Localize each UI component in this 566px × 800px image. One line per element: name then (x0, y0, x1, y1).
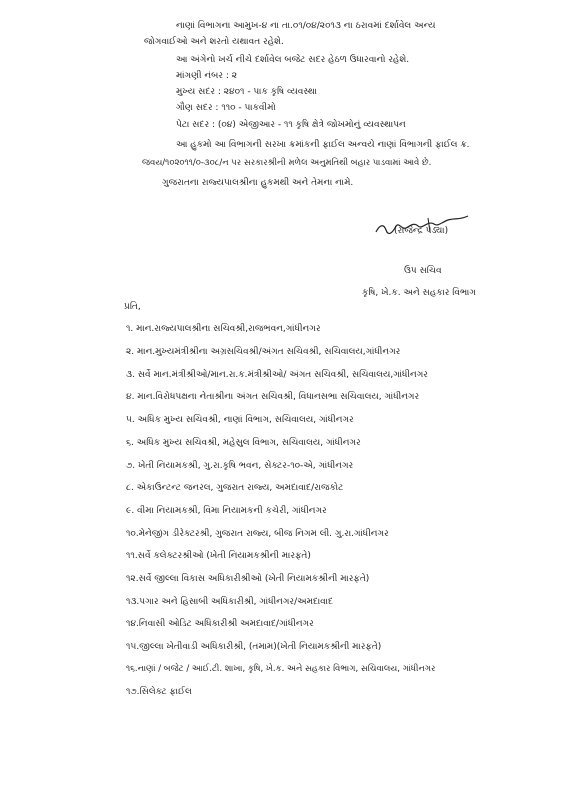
para1-line2: જોગવાઈઓ અને શરતો યથાવત રહેશે. (144, 37, 284, 47)
para1-line1: નાણાં વિભાગના આમુખ-૪ ના તા.૦૧/૦૪/૨૦૧૩ ના ઠરાવમાં દર્શાવેલ અન્ય (176, 21, 436, 31)
distribution-item: ૧૦.મેનેજીંગ ડીરેક્ટરશ્રી, ગુજરાત રાજ્ય, બીજ નિગમ લી. ગુ.રા.ગાંધીનગર (126, 529, 389, 539)
distribution-item: ૩. સર્વે માન.મંત્રીશ્રીઓ/માન.રા.ક.મંત્રીશ્રીઓ/ અંગત સચિવશ્રી, સચિવાલય,ગાંધીનગર (126, 370, 428, 380)
distribution-item: ૧૧.સર્વે કલેક્ટરશ્રીઓ (ખેતી નિયામકશ્રીની મારફતે) (126, 551, 311, 561)
para4: ગુજરાતના રાજ્યપાલશ્રીના હુકમથી અને તેમના નામે. (162, 178, 354, 188)
demand-no: માંગણી નંબર : ૨ (176, 71, 238, 81)
distribution-item: ૧૩.પગાર અને હિસાબી અધિકારીશ્રી, ગાંધીનગર/અમદાવાદ (126, 597, 334, 607)
signatory-department: કૃષિ, ખે.ક. અને સહકાર વિભાગ (362, 288, 476, 298)
main-head: મુખ્ય સદર : ૨૪૦૧ - પાક કૃષિ વ્યવસ્થા (176, 87, 317, 97)
distribution-item: ૬. અધિક મુખ્ય સચિવશ્રી, મહેસુલ વિભાગ, સચિવાલય, ગાંધીનગર (126, 438, 361, 448)
minor-head: ગૌણ સદર : ૧૧૦ - પાકવીમો (176, 103, 276, 113)
distribution-item: ૧૬.નાણાં / બજેટ / આઈ.ટી. શાખા, કૃષિ, ખે.ક. અને સહકાર વિભાગ, સચિવાલય, ગાંધીનગર (126, 664, 436, 674)
signatory-designation: ઉપ સચિવ (404, 266, 442, 276)
distribution-item: ૧૪.નિવાસી ઓડિટ અધિકારીશ્રી અમદાવાદ/ગાંધીનગર (126, 619, 314, 629)
distribution-item: ૭. ખેતી નિયામકશ્રી, ગુ.રા.કૃષિ ભવન, સેક્ટર-૧૦-એ, ગાંધીનગર (126, 461, 354, 471)
distribution-item: ૫. અધિક મુખ્ય સચિવશ્રી, નાણાં વિભાગ, સચિવાલય, ગાંધીનગર (126, 415, 354, 425)
sub-head: પેટા સદર : (૦૪) એજીઆર - ૧૧ કૃષિ ક્ષેત્રે જોખમોનું વ્યવસ્થાપન (176, 120, 406, 130)
distribution-item: ૨. માન.મુખ્યમંત્રીશ્રીના અગ્રસચિવશ્રી/અંગત સચિવશ્રી, સચિવાલય,ગાંધીનગર (126, 347, 401, 357)
para3-line1: આ હુકમો આ વિભાગની સરખા ક્રમાંકની ફાઈલ અન્વયે નાણાં વિભાગની ફાઈલ ક્ર. (176, 140, 470, 150)
copy-to-label: પ્રતિ, (124, 302, 141, 312)
distribution-item: ૧. માન.રાજ્યપાલશ્રીના સચિવશ્રી,રાજભવન,ગાંધીનગર (126, 324, 321, 334)
distribution-item: ૪. માન.વિરોધપક્ષના નેતાશ્રીના અંગત સચિવશ્રી, વિધાનસભા સચિવાલય, ગાંધીનગર (126, 392, 420, 402)
para2: આ અંગેનો ખર્ચ નીચે દર્શાવેલ બજેટ સદર હેઠળ ઉધારવાનો રહેશે. (176, 55, 410, 65)
signatory-name: (રાજેન્દ્ર પંડ્યા) (394, 226, 449, 236)
distribution-item: ૧૭.સિલેક્ટ ફાઈલ (126, 687, 192, 697)
distribution-item: ૧૨.સર્વે જીલ્લા વિકાસ અધિકારીશ્રીઓ (ખેતી નિયામકશ્રીની મારફતે) (126, 574, 370, 584)
distribution-item: ૧૫.જીલ્લા ખેતીવાડી અધિકારીશ્રી, (તમામ)(ખેતી નિયામકશ્રીની મારફતે) (126, 642, 382, 652)
distribution-item: ૮. એકાઉન્ટન્ટ જનરલ, ગુજરાત રાજ્ય, અમદાવાદ/રાજકોટ (126, 483, 344, 493)
para3-line2: જવય/૧૦૨૦૧૧/૦-૩૦૮/ન પર સરકારશ્રીની મળેલ અનુમતિથી બહાર પાડવામાં આવે છે. (142, 158, 432, 168)
distribution-item: ૯. વીમા નિયામકશ્રી, વિમા નિયામકની કચેરી, ગાંધીનગર (126, 506, 327, 516)
